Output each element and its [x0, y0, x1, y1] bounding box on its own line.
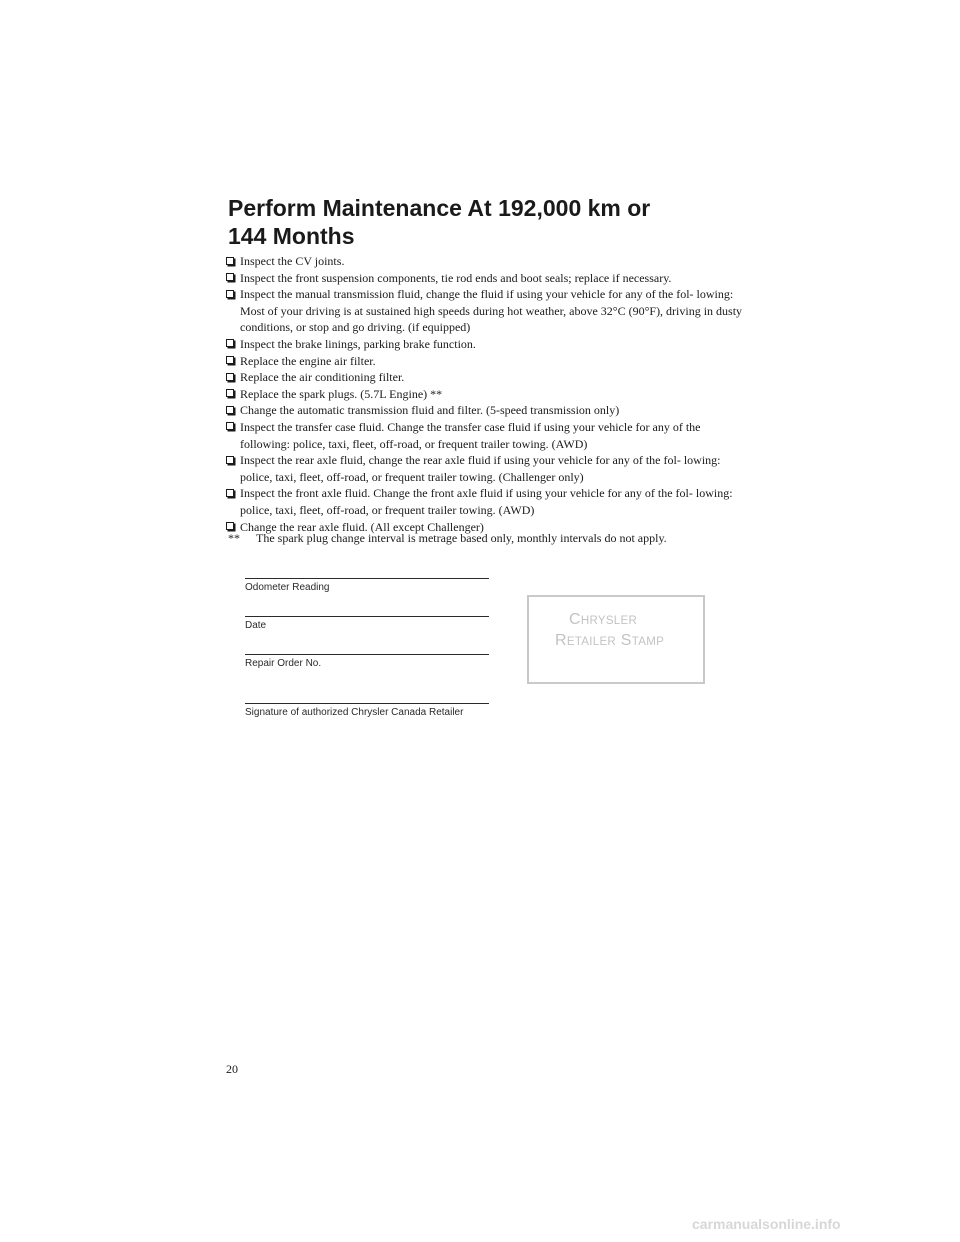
- checklist-item-text: Inspect the manual transmission fluid, change the fluid if using your vehicle for any of the fol- lowing: Most of your driving is at sustained high speeds during hot weather, above 32°C (90°F), driving in dusty conditions, or stop and go driving. (if equipped): [240, 287, 743, 335]
- checkbox-icon: [226, 489, 234, 497]
- checkbox-icon: [226, 389, 234, 397]
- checkbox-icon: [226, 257, 234, 265]
- checklist-item: [226, 286, 746, 336]
- watermark: carmanualsonline.info: [692, 1216, 841, 1232]
- checkbox-icon: [226, 290, 234, 298]
- checklist-item-text: Change the automatic transmission fluid and filter. (5-speed transmission only): [240, 403, 620, 418]
- checklist-item: [226, 419, 746, 452]
- checklist-item: [226, 402, 746, 419]
- checklist-item-text: Inspect the CV joints.: [240, 254, 345, 268]
- checklist-item: [226, 353, 746, 370]
- date-field[interactable]: [245, 616, 489, 632]
- page-title-line-1: Perform Maintenance At 192,000 km or: [228, 195, 651, 221]
- checklist-item-text: Inspect the front axle fluid. Change the front axle fluid if using your vehicle for any of the fol- lowing: police, taxi, fleet, off-road, or frequent trailer towing. (AWD): [240, 486, 733, 517]
- retailer-stamp-box: [527, 595, 705, 684]
- repair-order-label: Repair Order No.: [245, 658, 322, 669]
- checkbox-icon: [226, 456, 234, 464]
- checkbox-icon: [226, 522, 234, 530]
- checklist-item-text: Replace the engine air filter.: [240, 353, 376, 368]
- signature-label: Signature of authorized Chrysler Canada Retailer: [245, 707, 464, 718]
- checkbox-icon: [226, 273, 234, 281]
- checklist-item-text: Inspect the rear axle fluid, change the rear axle fluid if using your vehicle for any of the fol- lowing: police, taxi, fleet, off-road, or frequent trailer towing. (Challenger only): [240, 453, 721, 484]
- date-line: [245, 616, 489, 617]
- checklist-item-text: Change the rear axle fluid. (All except Challenger): [240, 519, 484, 534]
- odometer-label: Odometer Reading: [245, 582, 330, 593]
- checklist-item-text: Inspect the brake linings, parking brake function.: [240, 336, 476, 351]
- checkbox-icon: [226, 406, 234, 414]
- stamp-line-1: CHRYSLER: [569, 611, 638, 628]
- page-number: 20: [226, 1062, 238, 1076]
- checklist-item: [226, 386, 746, 403]
- checklist-item-text: Replace the air conditioning filter.: [240, 370, 405, 385]
- checklist-item: [226, 336, 746, 353]
- repair-order-line: [245, 654, 489, 655]
- odometer-line: [245, 578, 489, 579]
- footnote-marker: **: [228, 531, 240, 545]
- checklist-item: [226, 485, 746, 518]
- checklist-item-text: Replace the spark plugs. (5.7L Engine) **: [240, 386, 443, 401]
- checkbox-icon: [226, 356, 234, 364]
- checkbox-icon: [226, 339, 234, 347]
- checklist-item: [226, 253, 746, 270]
- checklist-item-text: Inspect the transfer case fluid. Change the transfer case fluid if using your vehicle for any of the following: police, taxi, fleet, off-road, or frequent trailer towing. (AWD): [240, 419, 701, 451]
- odometer-field[interactable]: [245, 578, 489, 594]
- checkbox-icon: [226, 373, 234, 381]
- checklist-item-text: Inspect the front suspension components, tie rod ends and boot seals; replace if necessary.: [240, 270, 672, 285]
- signature-line: [245, 703, 489, 704]
- repair-order-field[interactable]: [245, 654, 489, 670]
- signature-field[interactable]: [245, 703, 489, 719]
- checklist-item: [226, 369, 746, 386]
- checkbox-icon: [226, 422, 234, 430]
- footnote-text: The spark plug change interval is metrage based only, monthly intervals do not apply.: [256, 531, 667, 545]
- checklist-item: [226, 270, 746, 287]
- stamp-line-2: RETAILER STAMP: [555, 632, 665, 649]
- page-title: [228, 194, 868, 250]
- footnote: [228, 530, 667, 546]
- page-title-line-2: 144 Months: [228, 223, 355, 249]
- maintenance-checklist: [226, 253, 746, 535]
- date-label: Date: [245, 620, 267, 631]
- checklist-item: [226, 452, 746, 485]
